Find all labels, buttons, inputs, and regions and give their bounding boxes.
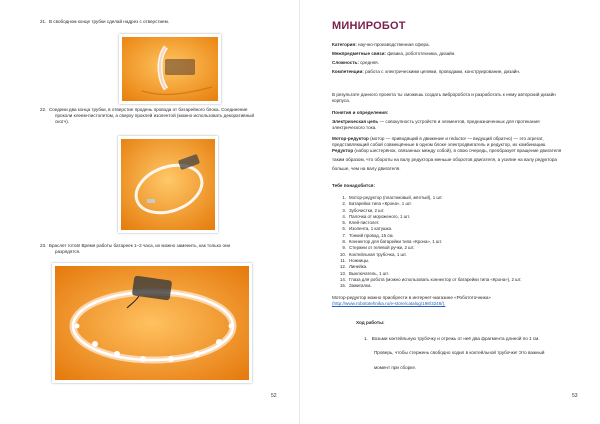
work-step-1: 1. Возьми коктейльную трубочку и отрежь от неё два фрагмента длиной по 1 см. [364, 336, 540, 341]
step-22: 22. Соедини два конца трубки, в отверстие продень провода от батарейного блока. Соединение [40, 107, 248, 112]
meta-subjects: Межпредметные связи: физика, робототехника, дизайн. [332, 51, 456, 56]
work-step-1-line2: Проверь, чтобы стержень свободно ходил в коктейльной трубочке! Это важный [374, 350, 545, 355]
list-item: 7. Тонкий провод, 15 см. [342, 232, 394, 238]
meta-category: Категория: научно-производственная сфера. [332, 42, 430, 47]
step-22-line2: проколи клеем-пистолетом, а сверху проклей изолентой (можно использовать декоративный [55, 113, 255, 118]
step-23-line2: разрядятся. [55, 249, 81, 254]
meta-competencies: Компетенции: работа с электрическими цепями, проводами, конструирование, дизайн. [332, 69, 521, 74]
list-item: 4. Палочка от мороженого, 1 шт. [342, 213, 410, 219]
right-page [300, 0, 600, 424]
concept-reducer: Редуктор (набор шестерёнок, связанных между собой), в свою очередь, преобразует вращение двигателя [332, 148, 562, 153]
work-step-1-line3: момент при сборке. [374, 365, 417, 370]
list-item: 1. Мотор-редуктор (пластиковый, жёлтый), 1 шт. [342, 195, 443, 200]
step-22-line3: скотч). [55, 119, 70, 124]
list-item: 3. Зубочистки, 2 шт. [342, 207, 385, 213]
intro-line1: В результате данного проекта ты сможешь создать виброробота и разработать к нему авторский дизайн [332, 92, 556, 97]
bracelet-illustration [55, 266, 249, 380]
list-item: 14. Глаза для робота (можно использовать коннектор от батарейки типа «Крона»), 2 шт. [339, 276, 522, 282]
step-23: 23. Браслет готов! Время работы батареек 1–2 часа, их можно заменить, как только они [40, 243, 231, 248]
meta-difficulty: Сложность: средняя. [332, 60, 379, 65]
list-item: 12. Линейка. [339, 264, 368, 270]
concept-reducer-line2: таким образом, что обороты на валу редуктора меньше оборотов двигателя, а усилие на валу редуктора [332, 157, 557, 162]
concept-circuit-line2: электрического тока. [332, 125, 377, 130]
work-heading: Ход работы: [356, 320, 385, 325]
photo-tube-cut [119, 34, 221, 104]
photo-tube-joined [118, 136, 218, 233]
tube-joined-illustration [121, 139, 215, 230]
concept-circuit: Электрическая цепь — совокупность устройств и элементов, предназначенных для протекания [332, 119, 540, 124]
list-item: 13. Выключатель, 1 шт. [339, 270, 389, 276]
list-item: 6. Изолента, 1 катушка. [342, 226, 393, 232]
list-item: 8. Коннектор для батарейки типа «Крона», 1 шт. [342, 239, 443, 245]
purchase-link[interactable]: (http://www.robototehnika.ru/e-store/catalog/198/3246/). [332, 301, 446, 306]
materials-list [336, 195, 521, 289]
concepts-heading: Понятия и определения: [332, 110, 389, 115]
materials-heading: Тебе понадобится: [332, 183, 375, 188]
page-number-left: 52 [271, 393, 277, 399]
concept-reducer-line3: больше, чем на валу двигателя. [332, 166, 401, 171]
tube-cut-illustration [122, 37, 218, 101]
list-item: 9. Стержни от гелевой ручки, 2 шт. [342, 245, 415, 251]
concept-motor-line2: представляющий собой совмещённые в одном блоке электродвигатель и редуктор, их комбинацию. [332, 142, 547, 147]
step-21: 21. В свободном конце трубки сделай надрез с отверстием. [40, 19, 170, 24]
purchase-text: Мотор-редуктор можно приобрести в интернет-магазине «Робототочника» [332, 295, 491, 300]
list-item: 11. Ножницы. [340, 257, 370, 263]
intro-line2: корпуса. [332, 98, 351, 103]
list-item: 2. Батарейка типа «Крона», 1 шт. [342, 201, 412, 207]
page-title: МИНИРОБОТ [332, 20, 406, 32]
page-number-right: 53 [572, 393, 578, 399]
list-item: 5. Клей-пистолет. [342, 220, 380, 226]
concept-motor: Мотор-редуктор (мотор — приводящий в движение и reductor — ведущий обратно) — это агрегат, [332, 136, 544, 141]
list-item: 10. Коктейльная трубочка, 1 шт. [339, 251, 407, 257]
list-item: 15. Зажигалка. [339, 283, 372, 289]
photo-bracelet [52, 263, 252, 383]
